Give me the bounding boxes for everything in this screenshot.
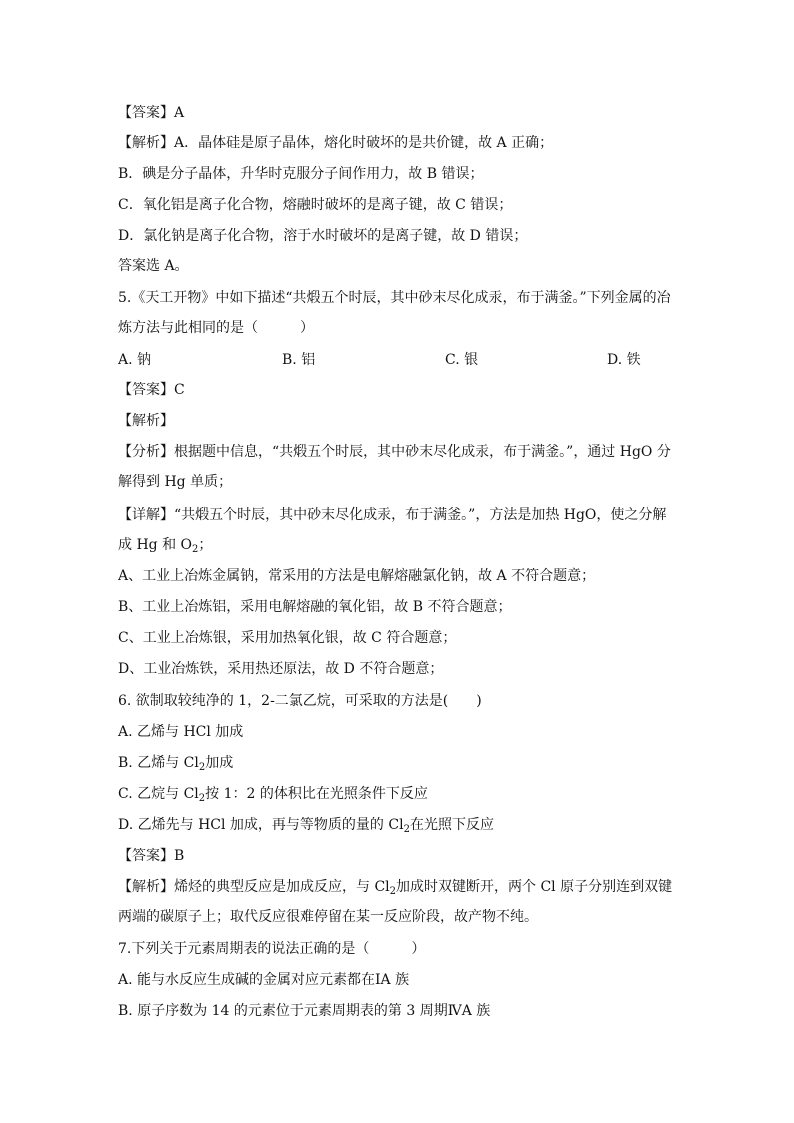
question-7: 7.下列关于元素周期表的说法正确的是（ ） xyxy=(118,941,426,957)
q5-option-b: B. 铝 xyxy=(282,352,316,368)
q5-option-c: C. 银 xyxy=(445,352,479,368)
q6-option-d: D. 乙烯先与 HCl 加成，再与等物质的量的 $Cl_2$在光照下反应 xyxy=(118,817,494,835)
detail-q5-c: C、工业上冶炼银，采用加热氧化银，故 C 符合题意； xyxy=(118,630,457,646)
analysis-q4-a: 【解析】A．晶体硅是原子晶体，熔化时破坏的是共价键，故 A 正确； xyxy=(118,135,554,151)
detail-q5-a: A、工业上冶炼金属钠，常采用的方法是电解熔融氯化钠，故 A 不符合题意； xyxy=(118,568,596,584)
q7-option-a: A. 能与水反应生成碱的金属对应元素都在ⅠA 族 xyxy=(118,972,410,988)
analysis-heading-q5: 【解析】 xyxy=(118,413,174,429)
q5-option-d: D. 铁 xyxy=(607,352,641,368)
analysis-q6-line2: 两端的碳原子上；取代反应很难停留在某一反应阶段，故产物不纯。 xyxy=(118,909,538,925)
detail-q5-d: D、工业冶炼铁，采用热还原法，故 D 不符合题意； xyxy=(118,661,444,677)
answer-q5: 【答案】C xyxy=(118,382,185,398)
q5-option-a: A. 钠 xyxy=(118,352,152,368)
answer-q4: 【答案】A xyxy=(118,105,185,121)
analysis-q4-b: B．碘是分子晶体，升华时克服分子间作用力，故 B 错误； xyxy=(118,166,484,182)
question-5-line1: 5.《天工开物》中如下描述“共煅五个时辰，其中砂末尽化成汞，布于满釜。”下列金属的冶 xyxy=(118,290,671,306)
analysis-q4-c: C．氧化铝是离子化合物，熔融时破坏的是离子键，故 C 错误； xyxy=(118,197,513,213)
q6-option-b: B. 乙烯与 $Cl_2$加成 xyxy=(118,755,234,773)
detail-q5-line1: 【详解】“共煅五个时辰，其中砂末尽化成汞，布于满釜。”，方法是加热 HgO，使之分解 xyxy=(118,507,667,523)
question-6: 6. 欲制取较纯净的 1，2-二氯乙烷，可采取的方法是( ) xyxy=(118,693,482,709)
analysis-q5-line2: 解得到 Hg 单质； xyxy=(118,474,233,490)
detail-q5-line2: 成 Hg 和 $O_2$； xyxy=(118,537,213,555)
q7-option-b: B. 原子序数为 14 的元素位于元素周期表的第 3 周期ⅣA 族 xyxy=(118,1003,491,1019)
answer-q6: 【答案】B xyxy=(118,848,185,864)
answer-select-q4: 答案选 A。 xyxy=(118,258,189,274)
analysis-q4-d: D．氯化钠是离子化合物，溶于水时破坏的是离子键，故 D 错误； xyxy=(118,228,528,244)
question-5-line2: 炼方法与此相同的是（ ） xyxy=(118,320,314,336)
detail-q5-b: B、工业上冶炼铝，采用电解熔融的氧化铝，故 B 不符合题意； xyxy=(118,599,512,615)
analysis-q5-line1: 【分析】根据题中信息，“共煅五个时辰，其中砂末尽化成汞，布于满釜。”，通过 HgO 分 xyxy=(118,444,671,460)
analysis-q6-line1: 【解析】烯烃的典型反应是加成反应，与 $Cl_2$加成时双键断开，两个 Cl 原子分别连到双键 xyxy=(118,879,673,897)
q6-option-c: C. 乙烷与 $Cl_2$按 1：2 的体积比在光照条件下反应 xyxy=(118,786,428,804)
q6-option-a: A. 乙烯与 HCl 加成 xyxy=(118,724,244,740)
